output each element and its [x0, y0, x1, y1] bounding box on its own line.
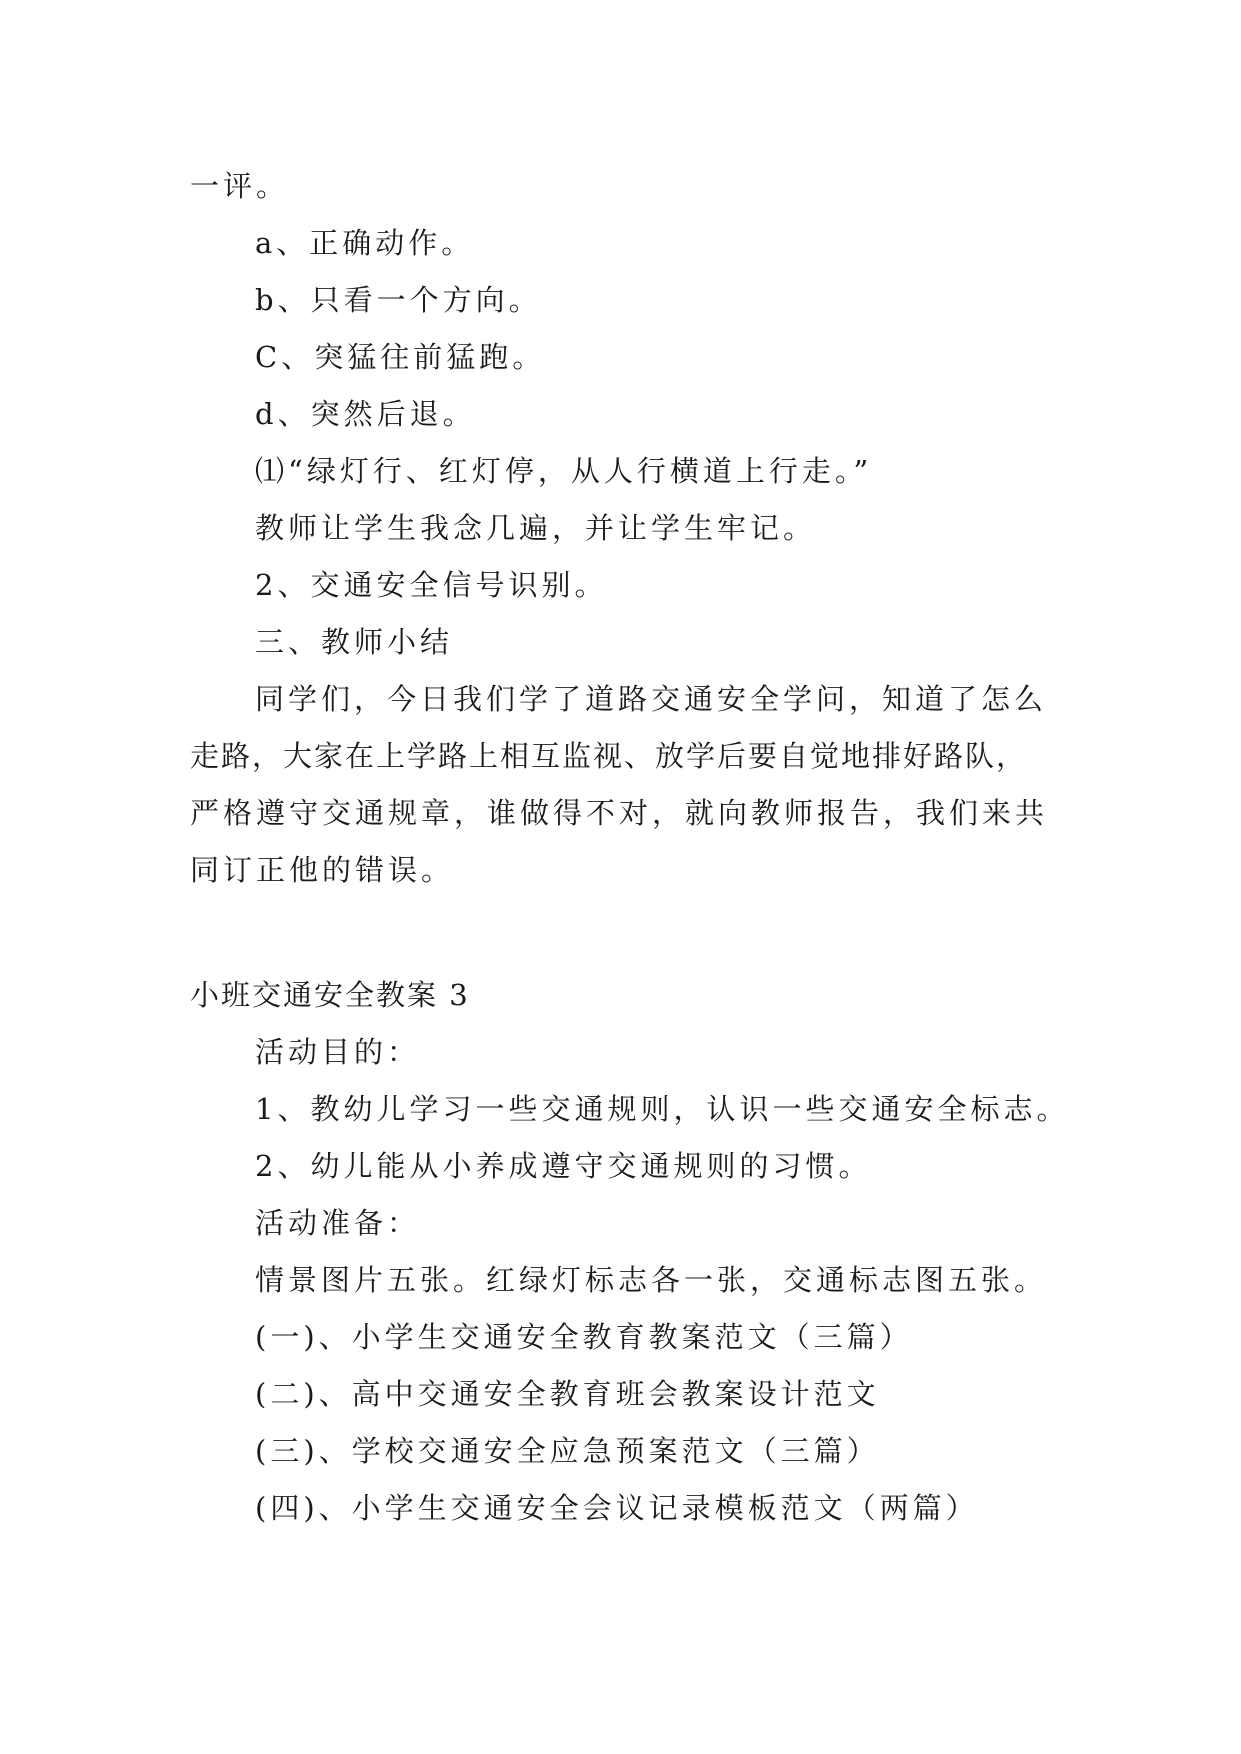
subheading: 活动准备：: [255, 1206, 421, 1240]
related-link[interactable]: (四)、小学生交通安全会议记录模板范文（两篇）: [255, 1491, 979, 1525]
list-item: a、正确动作。: [255, 226, 475, 260]
paragraph-line: 严格遵守交通规章，谁做得不对，就向教师报告，我们来共: [190, 796, 1049, 830]
paragraph-line: 教师让学生我念几遍，并让学生牢记。: [255, 511, 817, 545]
subheading: 活动目的：: [255, 1035, 421, 1069]
quote-line: ⑴“绿灯行、红灯停，从人行横道上行走。”: [255, 454, 873, 488]
list-item: d、突然后退。: [255, 397, 476, 431]
list-item: 1、教幼儿学习一些交通规则，认识一些交通安全标志。: [255, 1092, 1070, 1126]
paragraph-line: 一评。: [190, 169, 290, 203]
subheading: 三、教师小结: [255, 625, 454, 659]
paragraph-line: 同订正他的错误。: [190, 853, 455, 887]
list-item: b、只看一个方向。: [255, 283, 542, 317]
section-title: 小班交通安全教案 3: [190, 978, 470, 1012]
paragraph-line: 情景图片五张。红绿灯标志各一张，交通标志图五张。: [255, 1263, 1048, 1297]
related-link[interactable]: (三)、学校交通安全应急预案范文（三篇）: [255, 1434, 880, 1468]
paragraph-line: 同学们，今日我们学了道路交通安全学问，知道了怎么: [255, 682, 1048, 716]
related-link[interactable]: (一)、小学生交通安全教育教案范文（三篇）: [255, 1320, 913, 1354]
related-link[interactable]: (二)、高中交通安全教育班会教案设计范文: [255, 1377, 880, 1411]
list-item: 2、交通安全信号识别。: [255, 568, 608, 602]
list-item: C、突猛往前猛跑。: [255, 340, 546, 374]
list-item: 2、幼儿能从小养成遵守交通规则的习惯。: [255, 1149, 872, 1183]
paragraph-line: 走路，大家在上学路上相互监视、放学后要自觉地排好路队，: [190, 739, 1028, 773]
